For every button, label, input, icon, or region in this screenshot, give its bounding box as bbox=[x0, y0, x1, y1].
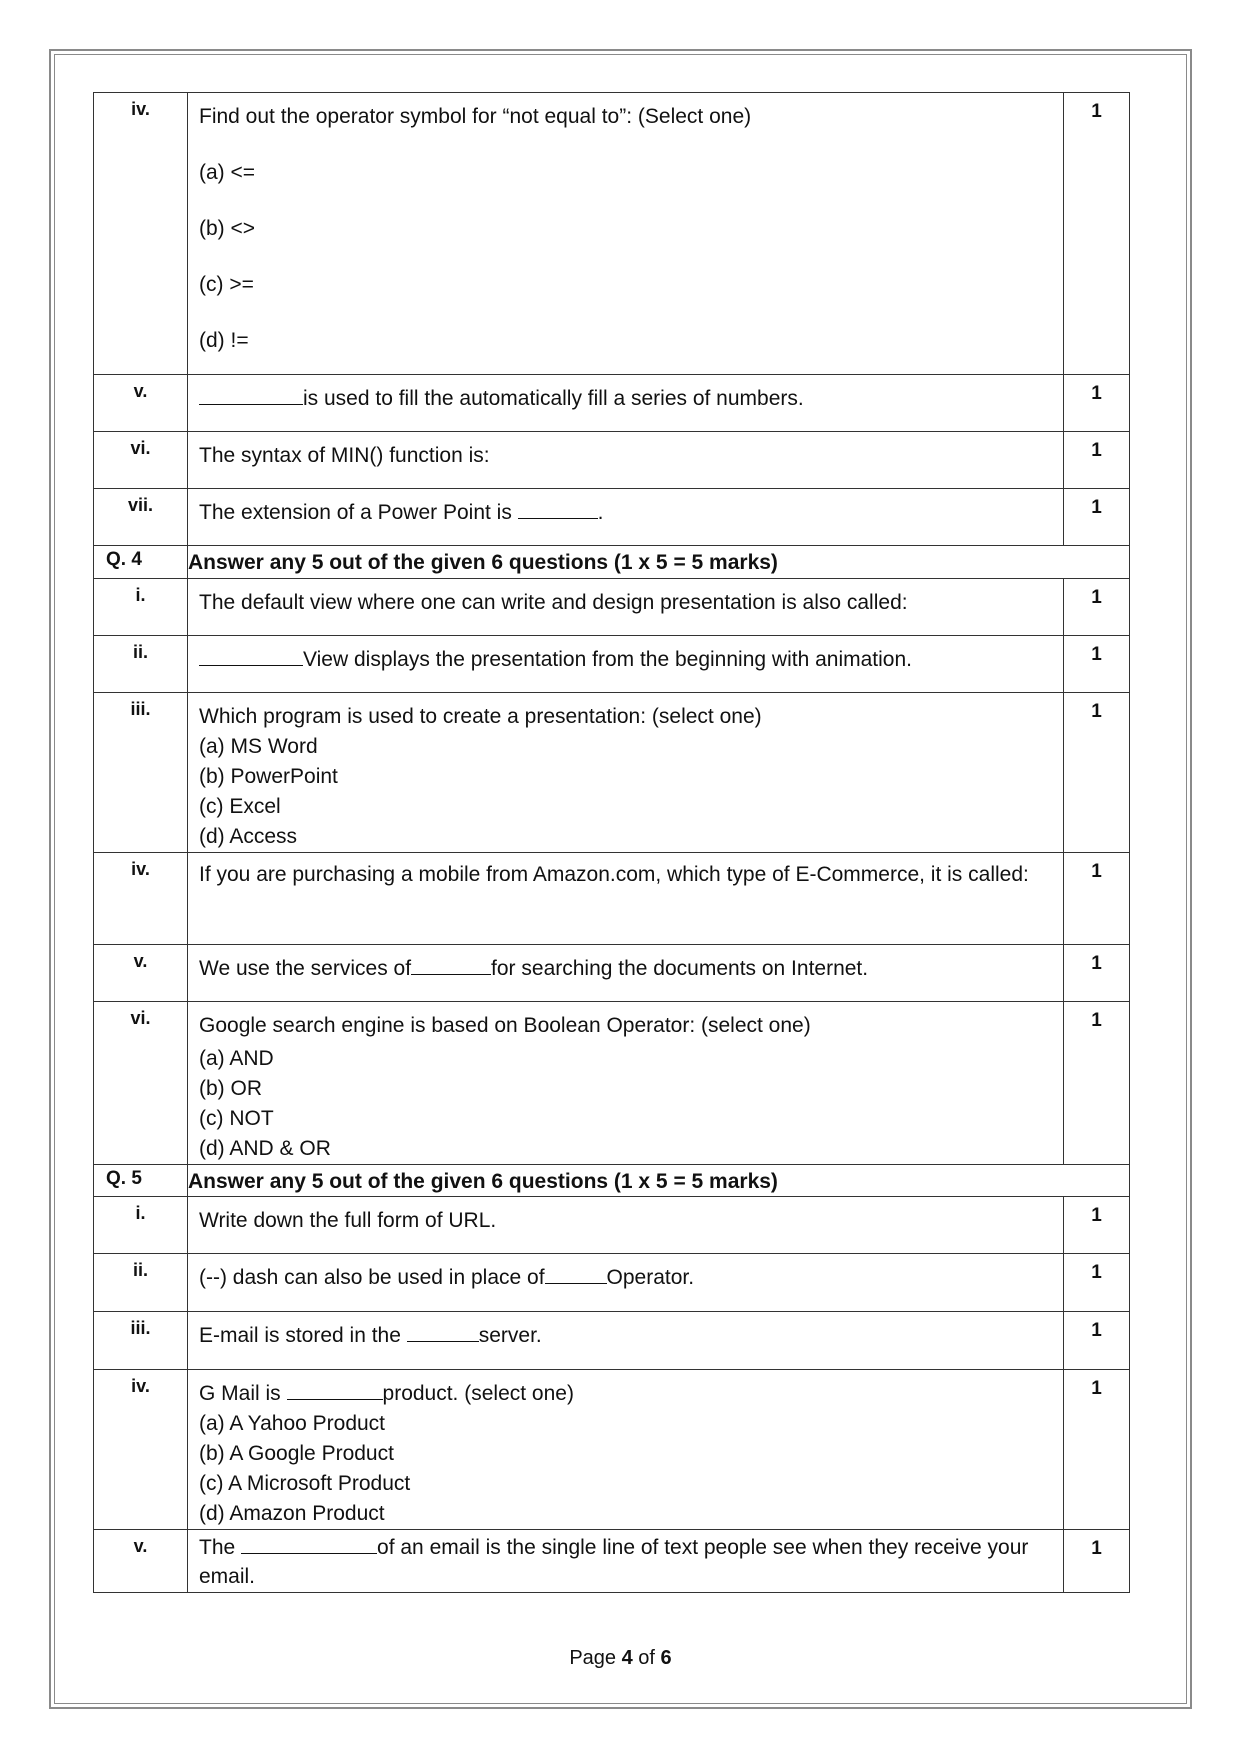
marks: 1 bbox=[1064, 1530, 1130, 1593]
question-row bbox=[94, 636, 1130, 693]
marks: 1 bbox=[1064, 945, 1130, 1002]
question-number: i. bbox=[94, 579, 188, 636]
question-text-cell bbox=[188, 1370, 1064, 1530]
question-text-end: of an email is the single line of text people see when they receive your email. bbox=[199, 1536, 1029, 1588]
marks: 1 bbox=[1064, 1370, 1130, 1530]
answer-blank bbox=[287, 1379, 383, 1400]
question-row bbox=[94, 93, 1130, 375]
marks: 1 bbox=[1064, 636, 1130, 693]
page-current: 4 bbox=[621, 1647, 633, 1669]
question-text-end: . bbox=[597, 501, 604, 524]
question-text-end: Operator. bbox=[606, 1266, 695, 1289]
question-number: i. bbox=[94, 1197, 188, 1254]
question-text: The bbox=[199, 1536, 242, 1559]
option-d: (d) != bbox=[199, 329, 249, 352]
answer-blank bbox=[518, 498, 598, 519]
section-heading: Answer any 5 out of the given 6 questions (1 x 5 = 5 marks) bbox=[188, 1165, 1130, 1197]
questions-table bbox=[93, 92, 1130, 1593]
question-row bbox=[94, 1530, 1130, 1593]
question-text-cell bbox=[188, 1002, 1064, 1165]
section-heading: Answer any 5 out of the given 6 questions (1 x 5 = 5 marks) bbox=[188, 546, 1130, 579]
question-text: We use the services of bbox=[199, 957, 412, 980]
question-text: View displays the presentation from the beginning with animation. bbox=[303, 648, 912, 671]
option-c: (c) A Microsoft Product bbox=[199, 1472, 411, 1495]
option-d: (d) Amazon Product bbox=[199, 1502, 385, 1525]
page-total: 6 bbox=[660, 1647, 672, 1669]
section-header-q4 bbox=[94, 546, 1130, 579]
question-row bbox=[94, 1312, 1130, 1370]
question-text-cell bbox=[188, 693, 1064, 853]
question-text-cell bbox=[188, 1312, 1064, 1370]
marks: 1 bbox=[1064, 853, 1130, 945]
question-text: Find out the operator symbol for “not equal to”: (Select one) bbox=[199, 105, 752, 128]
option-d: (d) AND & OR bbox=[199, 1137, 331, 1160]
question-text: G Mail is bbox=[199, 1382, 287, 1405]
option-a: (a) A Yahoo Product bbox=[199, 1412, 386, 1435]
question-row bbox=[94, 853, 1130, 945]
marks: 1 bbox=[1064, 1197, 1130, 1254]
marks: 1 bbox=[1064, 375, 1130, 432]
marks: 1 bbox=[1064, 579, 1130, 636]
question-row bbox=[94, 375, 1130, 432]
option-c: (c) Excel bbox=[199, 795, 281, 818]
question-text: is used to fill the automatically fill a series of numbers. bbox=[303, 387, 804, 410]
page-of-label: of bbox=[638, 1647, 655, 1669]
question-text: E-mail is stored in the bbox=[199, 1324, 407, 1347]
question-row bbox=[94, 1197, 1130, 1254]
answer-blank bbox=[407, 1321, 479, 1342]
option-b: (b) PowerPoint bbox=[199, 765, 338, 788]
question-row bbox=[94, 489, 1130, 546]
question-text: The syntax of MIN() function is: bbox=[188, 432, 1064, 489]
marks: 1 bbox=[1064, 1002, 1130, 1165]
question-number: iii. bbox=[94, 693, 188, 853]
question-text: (--) dash can also be used in place of bbox=[199, 1266, 545, 1289]
question-row bbox=[94, 579, 1130, 636]
question-text: If you are purchasing a mobile from Amazon.com, which type of E-Commerce, it is called: bbox=[188, 853, 1064, 945]
question-number: vi. bbox=[94, 432, 188, 489]
question-number: ii. bbox=[94, 1254, 188, 1312]
marks: 1 bbox=[1064, 693, 1130, 853]
question-text-cell bbox=[188, 489, 1064, 546]
question-number: iii. bbox=[94, 1312, 188, 1370]
marks: 1 bbox=[1064, 489, 1130, 546]
question-number: ii. bbox=[94, 636, 188, 693]
question-text: The default view where one can write and design presentation is also called: bbox=[188, 579, 1064, 636]
options-list bbox=[199, 157, 1053, 356]
question-number: iv. bbox=[94, 853, 188, 945]
answer-blank bbox=[199, 645, 303, 666]
question-text-end: for searching the documents on Internet. bbox=[491, 957, 869, 980]
question-number: iv. bbox=[94, 93, 188, 375]
question-text-cell bbox=[188, 1530, 1064, 1593]
question-text: The extension of a Power Point is bbox=[199, 501, 518, 524]
question-text-cell bbox=[188, 1254, 1064, 1312]
option-a: (a) MS Word bbox=[199, 735, 318, 758]
question-number: iv. bbox=[94, 1370, 188, 1530]
section-number: Q. 5 bbox=[94, 1165, 188, 1197]
option-b: (b) <> bbox=[199, 217, 256, 240]
question-number: vii. bbox=[94, 489, 188, 546]
option-b: (b) OR bbox=[199, 1077, 262, 1100]
answer-blank bbox=[545, 1263, 607, 1284]
question-text: Google search engine is based on Boolean Operator: (select one) bbox=[199, 1014, 811, 1037]
question-number: v. bbox=[94, 1530, 188, 1593]
answer-blank bbox=[241, 1533, 377, 1554]
section-header-q5 bbox=[94, 1165, 1130, 1197]
page-label: Page bbox=[569, 1647, 617, 1669]
option-a: (a) AND bbox=[199, 1047, 274, 1070]
question-number: v. bbox=[94, 945, 188, 1002]
page-footer bbox=[0, 1647, 1241, 1670]
answer-blank bbox=[199, 384, 303, 405]
question-row bbox=[94, 1370, 1130, 1530]
question-text-cell bbox=[188, 93, 1064, 375]
option-c: (c) NOT bbox=[199, 1107, 274, 1130]
question-number: v. bbox=[94, 375, 188, 432]
marks: 1 bbox=[1064, 1312, 1130, 1370]
question-row bbox=[94, 1254, 1130, 1312]
question-row bbox=[94, 1002, 1130, 1165]
marks: 1 bbox=[1064, 93, 1130, 375]
option-b: (b) A Google Product bbox=[199, 1442, 394, 1465]
option-a: (a) <= bbox=[199, 161, 256, 184]
question-text-cell bbox=[188, 945, 1064, 1002]
answer-blank bbox=[411, 954, 491, 975]
question-number: vi. bbox=[94, 1002, 188, 1165]
question-row bbox=[94, 945, 1130, 1002]
question-row bbox=[94, 432, 1130, 489]
question-text: Which program is used to create a presentation: (select one) bbox=[199, 705, 762, 728]
question-row bbox=[94, 693, 1130, 853]
option-c: (c) >= bbox=[199, 273, 254, 296]
question-text-end: server. bbox=[478, 1324, 542, 1347]
section-number: Q. 4 bbox=[94, 546, 188, 579]
marks: 1 bbox=[1064, 432, 1130, 489]
question-text-cell bbox=[188, 636, 1064, 693]
marks: 1 bbox=[1064, 1254, 1130, 1312]
option-d: (d) Access bbox=[199, 825, 298, 848]
question-text: Write down the full form of URL. bbox=[188, 1197, 1064, 1254]
question-text-end: product. (select one) bbox=[382, 1382, 574, 1405]
question-text-cell bbox=[188, 375, 1064, 432]
